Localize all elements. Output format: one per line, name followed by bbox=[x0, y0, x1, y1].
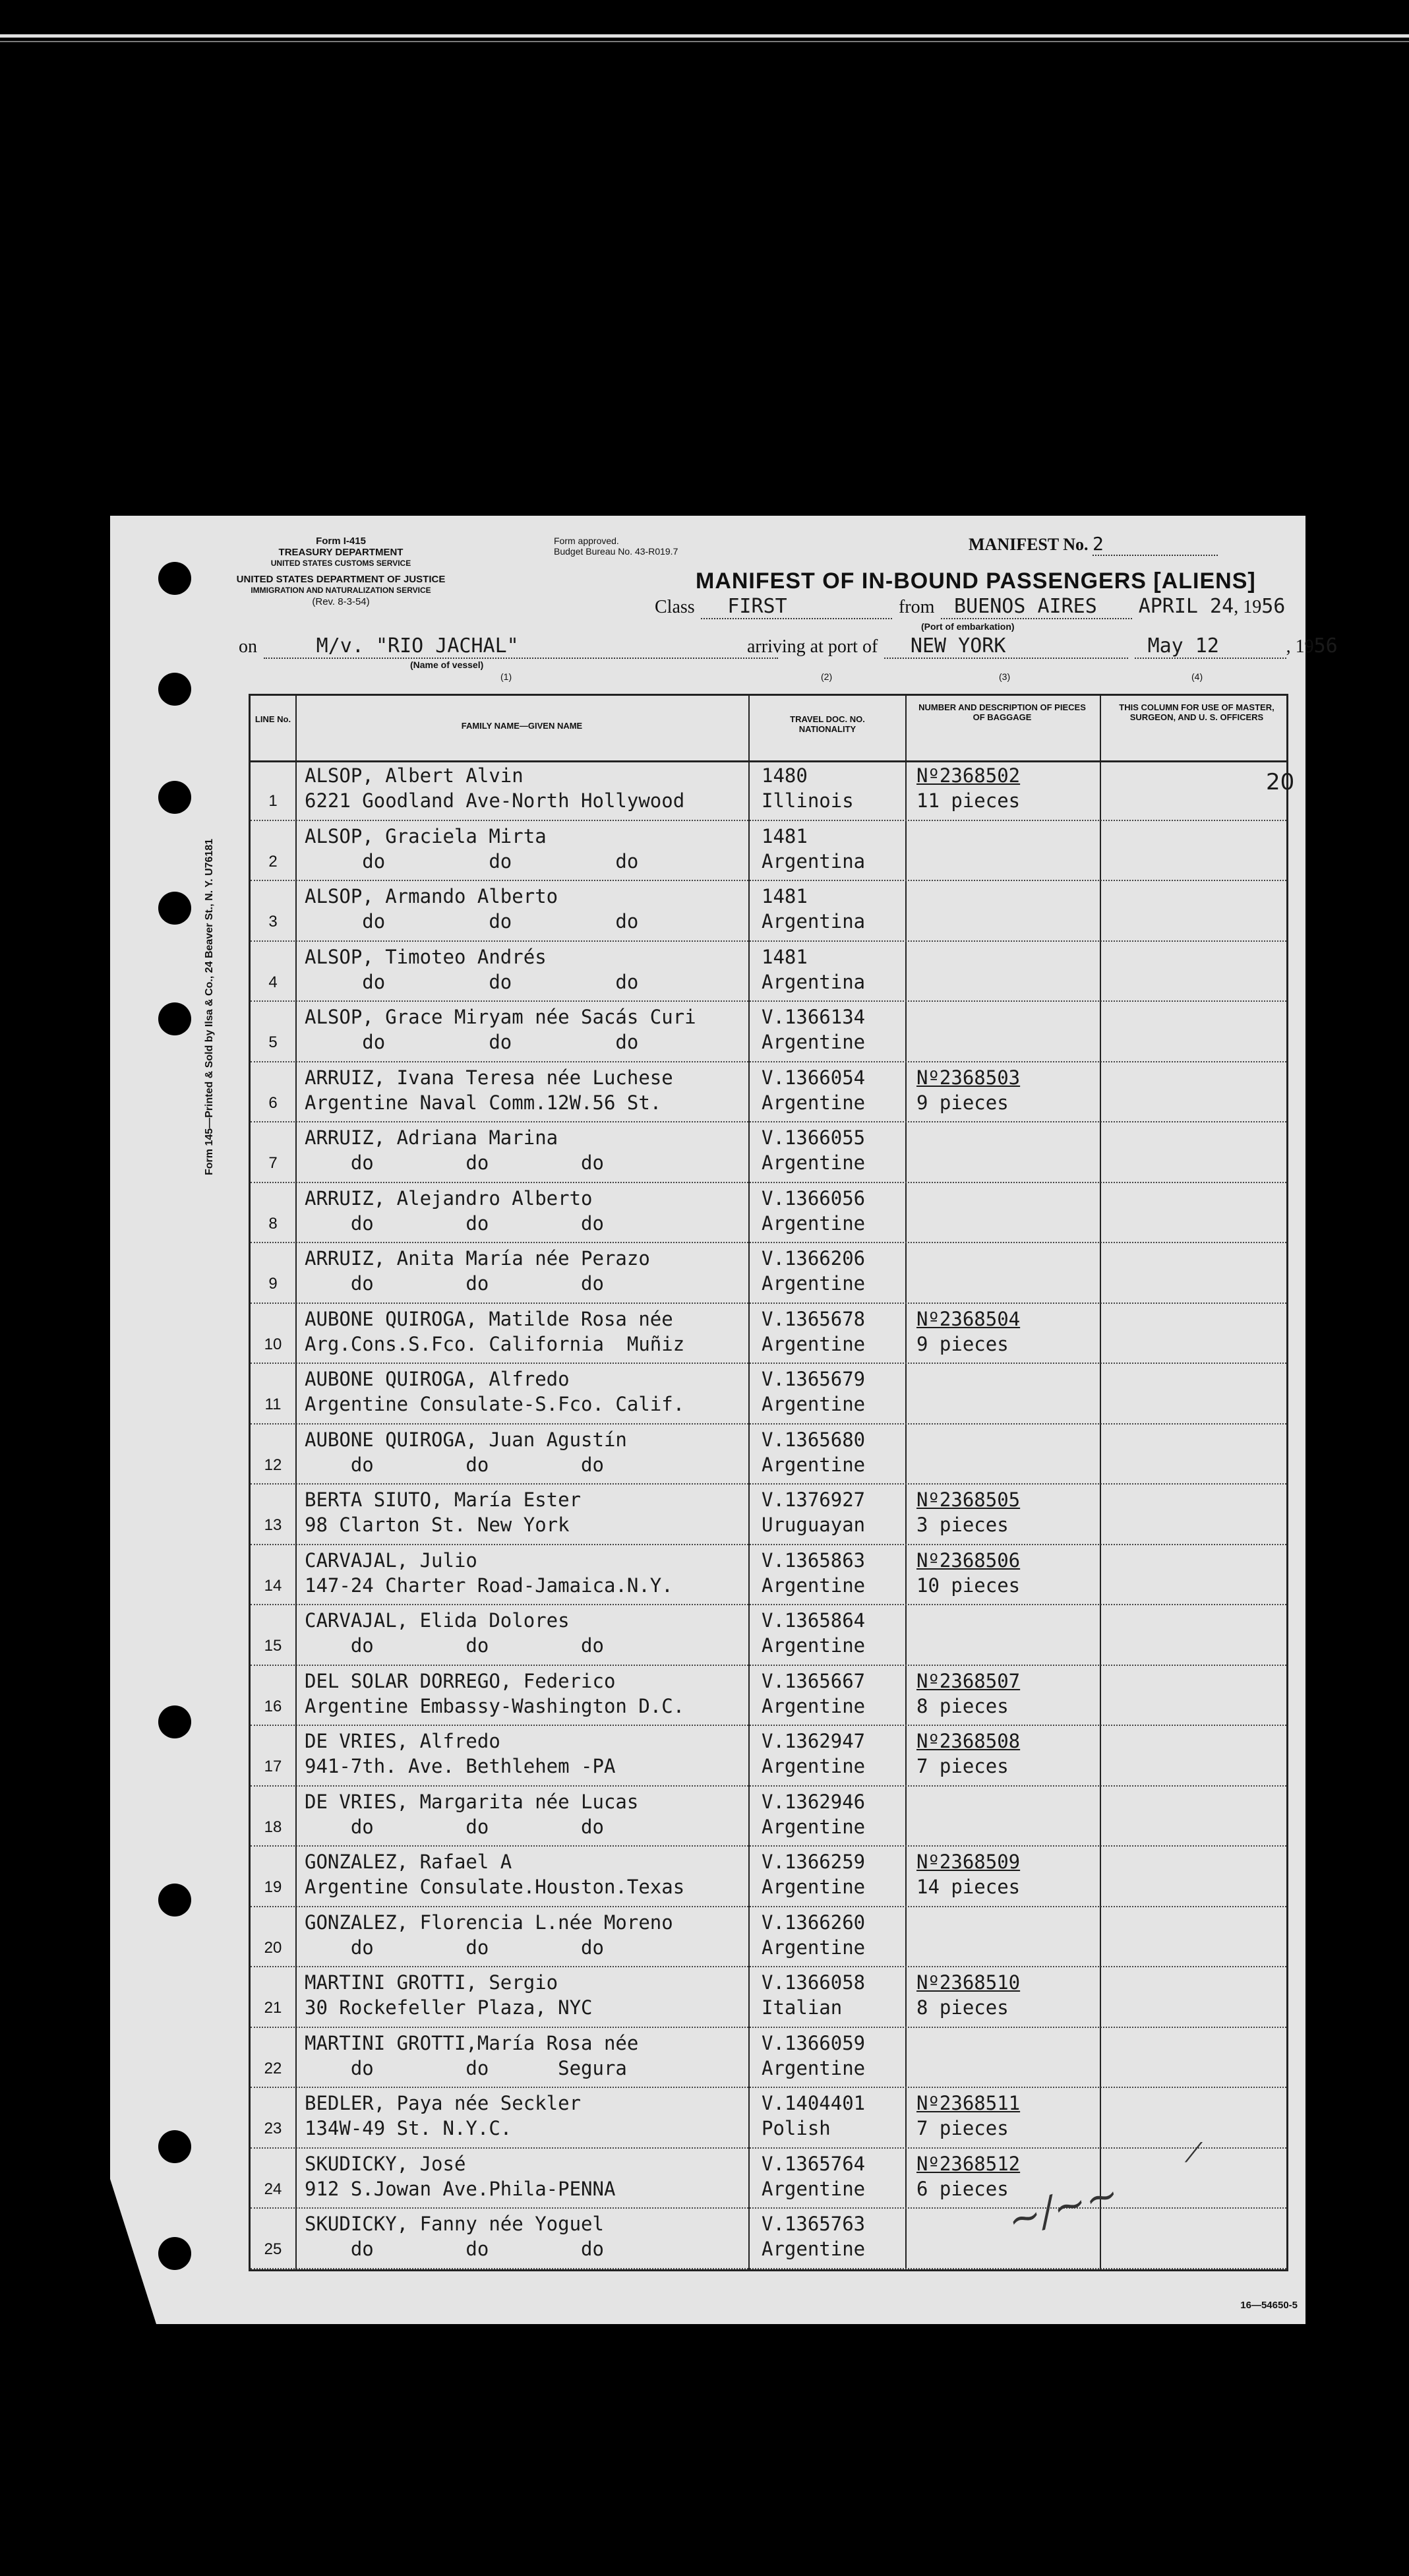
baggage-pieces: 9 pieces bbox=[916, 1332, 1009, 1355]
travel-doc-number: V.1366059 bbox=[762, 2031, 866, 2054]
travel-doc-number: V.1365863 bbox=[762, 1549, 866, 1572]
line-number: 19 bbox=[264, 1878, 282, 1896]
punch-hole-icon bbox=[158, 1705, 191, 1738]
passenger-address: do do do bbox=[305, 1151, 604, 1174]
baggage-pieces: 9 pieces bbox=[916, 1091, 1009, 1114]
passenger-address: 30 Rockefeller Plaza, NYC bbox=[305, 1996, 593, 2019]
nationality: Argentine bbox=[762, 1574, 866, 1597]
form-approved: Form approved. bbox=[554, 536, 619, 546]
passenger-name: AUBONE QUIROGA, Matilde Rosa née bbox=[305, 1307, 673, 1330]
baggage-ticket: Nº2368511 bbox=[916, 2092, 1021, 2114]
passenger-name: GONZALEZ, Florencia L.née Moreno bbox=[305, 1911, 673, 1934]
table-row bbox=[251, 1425, 1286, 1485]
passenger-name: ARRUIZ, Alejandro Alberto bbox=[305, 1186, 593, 1210]
line-number: 18 bbox=[264, 1818, 282, 1836]
table-row bbox=[251, 1002, 1286, 1062]
table-row bbox=[251, 1605, 1286, 1666]
passenger-name: AUBONE QUIROGA, Juan Agustín bbox=[305, 1428, 627, 1451]
table-row bbox=[251, 881, 1286, 942]
arrival-date: May 12 bbox=[1135, 634, 1286, 659]
manifest-sheet bbox=[110, 516, 1338, 2324]
line-number: 17 bbox=[264, 1758, 282, 1775]
nationality: Argentine bbox=[762, 1936, 866, 1959]
nationality: Polish bbox=[762, 2117, 831, 2139]
passenger-name: CARVAJAL, Elida Dolores bbox=[305, 1609, 570, 1632]
handwritten-signature-icon: ~/~~ bbox=[1002, 2170, 1124, 2244]
line-number: 7 bbox=[268, 1154, 278, 1172]
line-number: 3 bbox=[268, 913, 278, 931]
arrival-line bbox=[747, 634, 1338, 659]
passenger-name: ARRUIZ, Adriana Marina bbox=[305, 1126, 558, 1149]
budget-bureau: Budget Bureau No. 43-R019.7 bbox=[554, 546, 678, 557]
on-label: on bbox=[239, 636, 257, 657]
baggage-pieces: 6 pieces bbox=[916, 2177, 1009, 2200]
nationality: Argentine bbox=[762, 1453, 866, 1476]
treasury-dept: TREASURY DEPARTMENT bbox=[278, 547, 404, 558]
passenger-name: SKUDICKY, José bbox=[305, 2152, 466, 2175]
nationality: Argentina bbox=[762, 910, 866, 933]
line-number: 13 bbox=[264, 1516, 282, 1534]
passenger-name: BERTA SIUTO, María Ester bbox=[305, 1488, 582, 1511]
manifest-number-label bbox=[969, 533, 1218, 556]
table-row bbox=[251, 1304, 1286, 1365]
line-number: 23 bbox=[264, 2120, 282, 2137]
baggage-pieces: 14 pieces bbox=[916, 1876, 1021, 1898]
line-number: 15 bbox=[264, 1637, 282, 1655]
manifest-number: 2 bbox=[1093, 533, 1218, 556]
baggage-pieces: 10 pieces bbox=[916, 1574, 1021, 1597]
table-row bbox=[251, 1243, 1286, 1304]
nationality: Italian bbox=[762, 1996, 843, 2019]
passenger-name: AUBONE QUIROGA, Alfredo bbox=[305, 1368, 570, 1390]
line-number: 1 bbox=[268, 792, 278, 810]
form-header-left bbox=[249, 536, 433, 569]
column-index-2: (2) bbox=[821, 671, 833, 682]
year-prefix: , 19 bbox=[1286, 636, 1314, 657]
travel-doc-number: V.1366056 bbox=[762, 1186, 866, 1210]
nationality: Argentine bbox=[762, 1272, 866, 1295]
travel-doc-number: 1481 bbox=[762, 885, 808, 907]
manifest-title: MANIFEST OF IN-BOUND PASSENGERS [ALIENS] bbox=[696, 568, 1256, 594]
baggage-ticket: Nº2368512 bbox=[916, 2152, 1021, 2175]
passenger-address: 98 Clarton St. New York bbox=[305, 1514, 570, 1536]
passenger-name: BEDLER, Paya née Seckler bbox=[305, 2092, 582, 2114]
nationality: Argentine bbox=[762, 1694, 866, 1717]
passenger-address: do do do bbox=[305, 1634, 604, 1657]
passenger-address: Argentine Naval Comm.12W.56 St. bbox=[305, 1091, 662, 1114]
travel-doc-number: V.1365678 bbox=[762, 1307, 866, 1330]
line-number: 6 bbox=[268, 1093, 278, 1112]
line-number: 14 bbox=[264, 1576, 282, 1595]
nationality: Argentine bbox=[762, 2238, 866, 2260]
passenger-name: ARRUIZ, Anita María née Perazo bbox=[305, 1247, 650, 1270]
baggage-ticket: Nº2368502 bbox=[916, 764, 1021, 787]
table-row bbox=[251, 1485, 1286, 1545]
column-index-1: (1) bbox=[500, 671, 512, 682]
passenger-name: DEL SOLAR DORREGO, Federico bbox=[305, 1669, 616, 1692]
line-number: 12 bbox=[264, 1456, 282, 1474]
line-number: 21 bbox=[264, 1999, 282, 2017]
nationality: Argentine bbox=[762, 2177, 866, 2200]
table-row bbox=[251, 1666, 1286, 1727]
passenger-name: MARTINI GROTTI, Sergio bbox=[305, 1971, 558, 1994]
nationality: Argentine bbox=[762, 1211, 866, 1235]
punch-hole-icon bbox=[158, 562, 191, 595]
travel-doc-number: V.1362947 bbox=[762, 1730, 866, 1752]
table-row bbox=[251, 1545, 1286, 1606]
departure-date: APRIL 24 bbox=[1138, 595, 1234, 618]
table-row bbox=[251, 1967, 1286, 2028]
handwritten-mark-icon: ⁄ bbox=[1191, 2138, 1196, 2168]
passenger-address: Argentine Consulate.Houston.Texas bbox=[305, 1876, 685, 1898]
passenger-name: DE VRIES, Margarita née Lucas bbox=[305, 1790, 639, 1813]
nationality: Argentine bbox=[762, 1332, 866, 1355]
nationality: Argentine bbox=[762, 1815, 866, 1838]
passenger-address: do do do bbox=[305, 1211, 604, 1235]
table-row bbox=[251, 2149, 1286, 2209]
table-row bbox=[251, 1364, 1286, 1425]
travel-doc-number: V.1365763 bbox=[762, 2213, 866, 2235]
travel-doc-number: 1480 bbox=[762, 764, 808, 787]
passenger-name: MARTINI GROTTI,María Rosa née bbox=[305, 2031, 639, 2054]
col-header-line: LINE No. bbox=[255, 714, 291, 724]
table-row bbox=[251, 1847, 1286, 1907]
sheet-corner-cut bbox=[110, 2179, 156, 2324]
baggage-pieces: 7 pieces bbox=[916, 1755, 1009, 1777]
line-number: 8 bbox=[268, 1214, 278, 1233]
travel-doc-number: V.1365864 bbox=[762, 1609, 866, 1632]
table-row bbox=[251, 1183, 1286, 1244]
nationality: Argentina bbox=[762, 970, 866, 993]
baggage-pieces: 8 pieces bbox=[916, 1694, 1009, 1717]
nationality: Argentine bbox=[762, 1755, 866, 1777]
nationality: Illinois bbox=[762, 789, 854, 812]
baggage-ticket: Nº2368506 bbox=[916, 1549, 1021, 1572]
punch-hole-icon bbox=[158, 892, 191, 925]
travel-doc-number: 1481 bbox=[762, 945, 808, 968]
travel-doc-number: V.1366054 bbox=[762, 1066, 866, 1089]
baggage-ticket: Nº2368509 bbox=[916, 1851, 1021, 1873]
customs-service: UNITED STATES CUSTOMS SERVICE bbox=[270, 559, 411, 568]
top-border-line-thin bbox=[0, 41, 1409, 42]
passenger-name: ARRUIZ, Ivana Teresa née Luchese bbox=[305, 1066, 673, 1089]
passenger-name: ALSOP, Albert Alvin bbox=[305, 764, 524, 787]
line-number: 22 bbox=[264, 2059, 282, 2077]
nationality: Argentine bbox=[762, 1393, 866, 1415]
passenger-address: 134W-49 St. N.Y.C. bbox=[305, 2117, 512, 2139]
line-number: 24 bbox=[264, 2180, 282, 2198]
table-row bbox=[251, 1062, 1286, 1123]
line-number: 10 bbox=[264, 1335, 282, 1353]
line-number: 5 bbox=[268, 1033, 278, 1051]
column-index-4: (4) bbox=[1191, 671, 1203, 682]
arriving-label: arriving at port of bbox=[747, 636, 878, 657]
punch-hole-icon bbox=[158, 781, 191, 814]
baggage-pieces: 8 pieces bbox=[916, 1996, 1009, 2019]
port-of-embarkation: BUENOS AIRES bbox=[941, 595, 1132, 619]
baggage-ticket: Nº2368510 bbox=[916, 1971, 1021, 1994]
punch-hole-icon bbox=[158, 2237, 191, 2270]
travel-doc-number: V.1366058 bbox=[762, 1971, 866, 1994]
class-line bbox=[655, 595, 1285, 619]
travel-doc-number: V.1366206 bbox=[762, 1247, 866, 1270]
punch-hole-icon bbox=[158, 1884, 191, 1917]
passenger-name: GONZALEZ, Rafael A bbox=[305, 1851, 512, 1873]
passenger-name: ALSOP, Timoteo Andrés bbox=[305, 945, 547, 968]
nationality: Argentine bbox=[762, 1876, 866, 1898]
top-border-line bbox=[0, 34, 1409, 38]
col-header-officers: THIS COLUMN FOR USE OF MASTER, SURGEON, AND U. S. OFFICERS bbox=[1119, 702, 1274, 722]
vessel-caption: (Name of vessel) bbox=[410, 659, 484, 670]
baggage-pieces: 3 pieces bbox=[916, 1514, 1009, 1536]
justice-dept: UNITED STATES DEPARTMENT OF JUSTICE bbox=[236, 574, 446, 585]
travel-doc-number: 1481 bbox=[762, 824, 808, 847]
passenger-address: do do Segura bbox=[305, 2056, 627, 2079]
column-index-3: (3) bbox=[999, 671, 1011, 682]
arrival-port: NEW YORK bbox=[884, 634, 1128, 659]
baggage-ticket: Nº2368503 bbox=[916, 1066, 1021, 1089]
passenger-name: ALSOP, Grace Miryam née Sacás Curi bbox=[305, 1006, 696, 1028]
baggage-ticket: Nº2368508 bbox=[916, 1730, 1021, 1752]
punch-hole-icon bbox=[158, 1002, 191, 1035]
col-header-travel-doc: TRAVEL DOC. NO. NATIONALITY bbox=[790, 714, 865, 734]
line-number: 20 bbox=[264, 1938, 282, 1957]
travel-doc-number: V.1376927 bbox=[762, 1488, 866, 1511]
nationality: Argentine bbox=[762, 1091, 866, 1114]
travel-doc-number: V.1366055 bbox=[762, 1126, 866, 1149]
passenger-address: do do do bbox=[305, 1936, 604, 1959]
passenger-address: do do do bbox=[305, 1453, 604, 1476]
col-header-name: FAMILY NAME—GIVEN NAME bbox=[461, 721, 583, 731]
line-number: 25 bbox=[264, 2240, 282, 2258]
table-row bbox=[251, 2028, 1286, 2089]
form-approval bbox=[554, 536, 678, 557]
passenger-address: 6221 Goodland Ave-North Hollywood bbox=[305, 789, 685, 812]
from-label: from bbox=[898, 597, 935, 617]
travel-doc-number: V.1365679 bbox=[762, 1368, 866, 1390]
printer-imprint: Form 145—Printed & Sold by Ilsa & Co., 24 Beaver St., N. Y. U76181 bbox=[204, 838, 215, 1175]
passenger-address: 912 S.Jowan Ave.Phila-PENNA bbox=[305, 2177, 616, 2200]
baggage-ticket: Nº2368507 bbox=[916, 1669, 1021, 1692]
passenger-address: do do do bbox=[305, 1031, 639, 1053]
table-row bbox=[251, 2088, 1286, 2149]
passenger-address: do do do bbox=[305, 970, 639, 993]
passenger-address: do do do bbox=[305, 2238, 604, 2260]
passenger-address: do do do bbox=[305, 910, 639, 933]
baggage-pieces: 7 pieces bbox=[916, 2117, 1009, 2139]
passenger-name: ALSOP, Graciela Mirta bbox=[305, 824, 547, 847]
table-row bbox=[251, 1787, 1286, 1847]
travel-doc-number: V.1365764 bbox=[762, 2152, 866, 2175]
punch-hole-icon bbox=[158, 673, 191, 706]
punch-hole-icon bbox=[158, 2130, 191, 2163]
class-value: FIRST bbox=[701, 595, 892, 619]
nationality: Argentina bbox=[762, 849, 866, 873]
travel-doc-number: V.1362946 bbox=[762, 1790, 866, 1813]
passenger-name: SKUDICKY, Fanny née Yoguel bbox=[305, 2213, 604, 2235]
passenger-address: Argentine Embassy-Washington D.C. bbox=[305, 1694, 685, 1717]
passenger-name: CARVAJAL, Julio bbox=[305, 1549, 477, 1572]
passenger-address: 147-24 Charter Road-Jamaica.N.Y. bbox=[305, 1574, 673, 1597]
table-row bbox=[251, 1122, 1286, 1183]
nationality: Uruguayan bbox=[762, 1514, 866, 1536]
passenger-name: DE VRIES, Alfredo bbox=[305, 1730, 500, 1752]
arrival-year: 56 bbox=[1313, 634, 1338, 658]
travel-doc-number: V.1366134 bbox=[762, 1006, 866, 1028]
line-number: 2 bbox=[268, 852, 278, 871]
nationality: Argentine bbox=[762, 1031, 866, 1053]
travel-doc-number: V.1404401 bbox=[762, 2092, 866, 2114]
departure-year: 56 bbox=[1261, 595, 1286, 618]
row-divider bbox=[251, 2268, 1286, 2269]
form-number: Form I-415 bbox=[316, 536, 366, 547]
table-row bbox=[251, 2209, 1286, 2269]
col-header-baggage: NUMBER AND DESCRIPTION OF PIECES OF BAGGAGE bbox=[918, 702, 1086, 722]
passenger-address: Argentine Consulate-S.Fco. Calif. bbox=[305, 1393, 685, 1415]
passenger-address: 941-7th. Ave. Bethlehem -PA bbox=[305, 1755, 616, 1777]
travel-doc-number: V.1366259 bbox=[762, 1851, 866, 1873]
port-embarkation-caption: (Port of embarkation) bbox=[921, 621, 1015, 632]
manifest-label: MANIFEST No. bbox=[969, 535, 1089, 554]
nationality: Argentine bbox=[762, 2056, 866, 2079]
line-number: 16 bbox=[264, 1697, 282, 1715]
baggage-pieces: 11 pieces bbox=[916, 789, 1021, 812]
travel-doc-number: V.1366260 bbox=[762, 1911, 866, 1934]
passenger-table bbox=[249, 694, 1295, 2271]
vessel-name: M/v. "RIO JACHAL" bbox=[264, 634, 778, 659]
line-number: 9 bbox=[268, 1275, 278, 1293]
ins-service: IMMIGRATION AND NATURALIZATION SERVICE bbox=[251, 586, 431, 595]
nationality: Argentine bbox=[762, 1151, 866, 1174]
travel-doc-number: V.1365680 bbox=[762, 1428, 866, 1451]
table-row bbox=[251, 942, 1286, 1002]
table-row bbox=[251, 760, 1295, 821]
nationality: Argentine bbox=[762, 1634, 866, 1657]
year-prefix: , 19 bbox=[1234, 597, 1262, 617]
passenger-address: do do do bbox=[305, 849, 639, 873]
baggage-ticket: Nº2368505 bbox=[916, 1488, 1021, 1511]
baggage-ticket: Nº2368504 bbox=[916, 1307, 1021, 1330]
line-number: 4 bbox=[268, 973, 278, 991]
passenger-address: do do do bbox=[305, 1272, 604, 1295]
travel-doc-number: V.1365667 bbox=[762, 1669, 866, 1692]
footer-code: 16—54650-5 bbox=[1240, 2300, 1298, 2311]
revision-date: (Rev. 8-3-54) bbox=[312, 596, 370, 607]
form-header-justice bbox=[235, 574, 446, 607]
class-label: Class bbox=[655, 597, 695, 617]
passenger-address: do do do bbox=[305, 1815, 604, 1838]
table-row bbox=[251, 1726, 1286, 1787]
vessel-line bbox=[239, 634, 778, 659]
line-number: 11 bbox=[264, 1395, 282, 1413]
officer-mark: 20 bbox=[1266, 769, 1295, 795]
passenger-address: Arg.Cons.S.Fco. California Muñiz bbox=[305, 1332, 685, 1355]
table-row bbox=[251, 1907, 1286, 1968]
passenger-name: ALSOP, Armando Alberto bbox=[305, 885, 558, 907]
table-row bbox=[251, 821, 1286, 882]
